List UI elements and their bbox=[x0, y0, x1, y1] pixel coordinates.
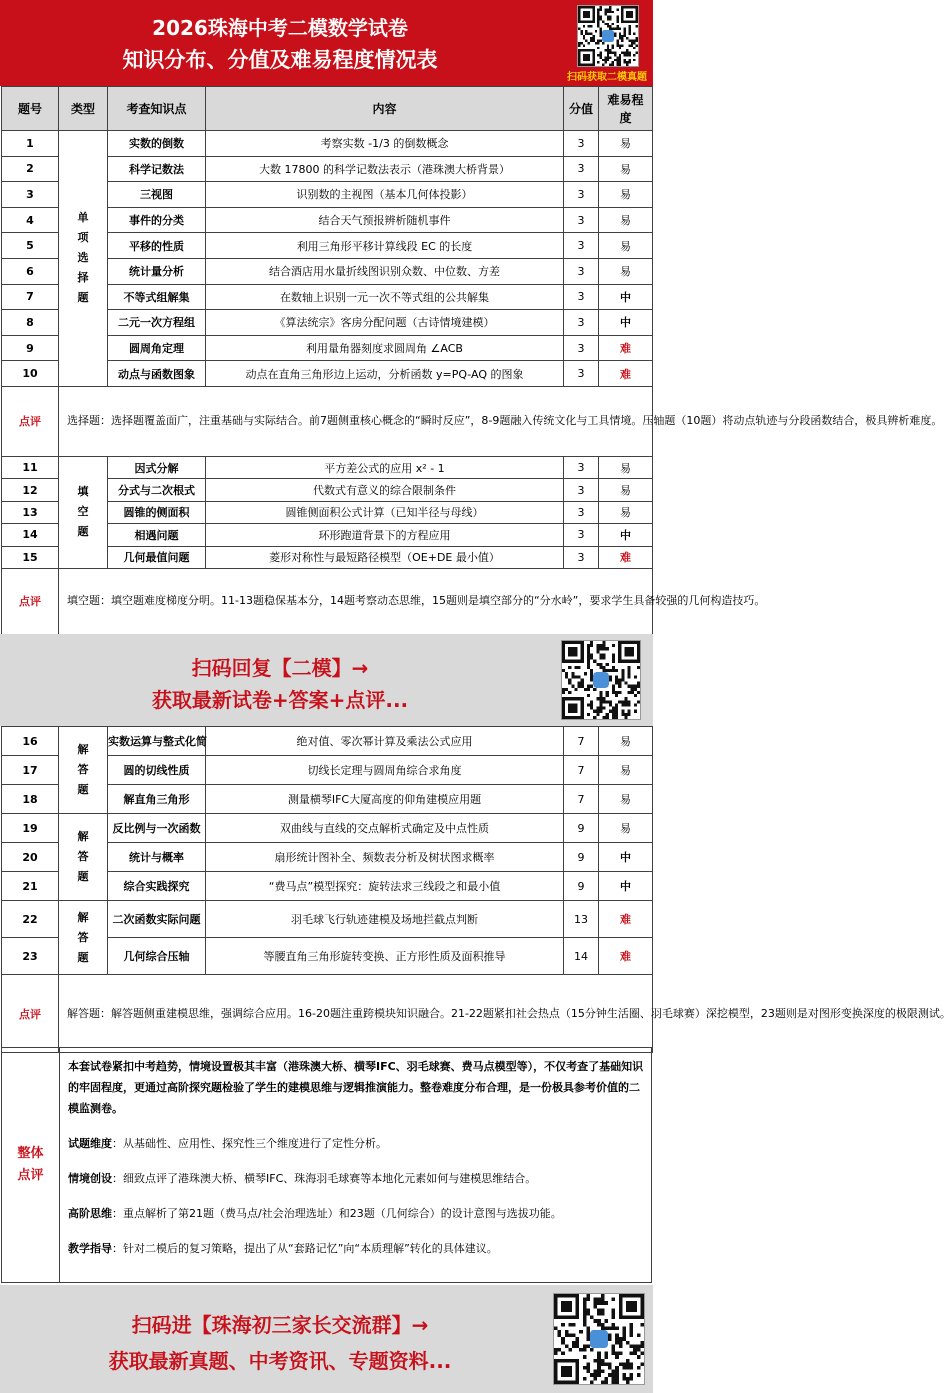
question-number: 7 bbox=[2, 284, 59, 310]
item-head: 试题维度 bbox=[68, 1137, 112, 1150]
category-char: 空 bbox=[77, 505, 89, 519]
question-score: 3 bbox=[564, 233, 599, 259]
question-score: 3 bbox=[564, 456, 599, 478]
difficulty-level: 易 bbox=[599, 756, 653, 785]
knowledge-table-part1 bbox=[1, 86, 943, 635]
difficulty-level: 中 bbox=[599, 310, 653, 336]
knowledge-point: 反比例与一次函数 bbox=[108, 814, 206, 843]
question-score: 3 bbox=[564, 501, 599, 523]
header-difficulty: 难易程度 bbox=[599, 87, 653, 131]
difficulty-level: 易 bbox=[599, 727, 653, 756]
difficulty-level: 难 bbox=[599, 361, 653, 387]
page-header bbox=[0, 0, 653, 86]
knowledge-point: 综合实践探究 bbox=[108, 872, 206, 901]
question-number: 11 bbox=[2, 456, 59, 478]
table-row bbox=[2, 727, 653, 756]
category-cell bbox=[59, 814, 108, 901]
category-char: 答 bbox=[77, 850, 89, 863]
question-score: 3 bbox=[564, 361, 599, 387]
question-number: 3 bbox=[2, 182, 59, 208]
knowledge-point: 几何综合压轴 bbox=[108, 938, 206, 975]
category-cell bbox=[59, 131, 108, 387]
category-char: 单 bbox=[77, 211, 89, 225]
table-header-row bbox=[2, 87, 653, 131]
promo-banner-1-line2: 获取最新试卷+答案+点评... bbox=[151, 688, 409, 712]
question-content: 考察实数 -1/3 的倒数概念 bbox=[206, 131, 564, 157]
overall-review-item bbox=[68, 1203, 644, 1224]
promo-banner-1[interactable] bbox=[0, 634, 653, 726]
category-char: 解 bbox=[77, 743, 89, 756]
question-content: 绝对值、零次幂计算及乘法公式应用 bbox=[206, 727, 564, 756]
question-content: “费马点”模型探究：旋转法求三线段之和最小值 bbox=[206, 872, 564, 901]
category-cell bbox=[59, 727, 108, 814]
question-score: 9 bbox=[564, 843, 599, 872]
question-number: 23 bbox=[2, 938, 59, 975]
knowledge-point: 二元一次方程组 bbox=[108, 310, 206, 336]
category-char: 题 bbox=[77, 950, 89, 964]
overall-review-body bbox=[68, 1056, 644, 1273]
question-score: 3 bbox=[564, 310, 599, 336]
category-char: 解 bbox=[77, 910, 89, 924]
category-char: 答 bbox=[77, 763, 89, 776]
question-number: 17 bbox=[2, 756, 59, 785]
question-content: 平方差公式的应用 x² - 1 bbox=[206, 456, 564, 478]
knowledge-point: 圆周角定理 bbox=[108, 335, 206, 361]
question-number: 2 bbox=[2, 156, 59, 182]
question-content: 《算法统宗》客房分配问题（古诗情境建模） bbox=[206, 310, 564, 336]
knowledge-point: 因式分解 bbox=[108, 456, 206, 478]
difficulty-level: 难 bbox=[599, 335, 653, 361]
table-row bbox=[2, 131, 653, 157]
promo-banner-1-line1: 扫码回复【二模】→ bbox=[191, 656, 369, 680]
question-content: 切线长定理与圆周角综合求角度 bbox=[206, 756, 564, 785]
difficulty-level: 易 bbox=[599, 456, 653, 478]
overall-review-label-line2: 点评 bbox=[17, 1168, 44, 1183]
question-score: 9 bbox=[564, 872, 599, 901]
header-score: 分值 bbox=[564, 87, 599, 131]
question-score: 7 bbox=[564, 756, 599, 785]
question-score: 13 bbox=[564, 901, 599, 938]
knowledge-point: 平移的性质 bbox=[108, 233, 206, 259]
comment-row bbox=[2, 975, 653, 1053]
question-number: 8 bbox=[2, 310, 59, 336]
item-head: 情境创设 bbox=[68, 1172, 112, 1185]
question-number: 5 bbox=[2, 233, 59, 259]
question-number: 14 bbox=[2, 524, 59, 546]
question-number: 13 bbox=[2, 501, 59, 523]
page-subtitle: 知识分布、分值及难易程度情况表 bbox=[122, 48, 438, 72]
knowledge-point: 相遇问题 bbox=[108, 524, 206, 546]
question-content: 识别数的主视图（基本几何体投影） bbox=[206, 182, 564, 208]
promo-banner-2-line2: 获取最新真题、中考资讯、专题资料... bbox=[108, 1349, 452, 1373]
knowledge-table-part2 bbox=[1, 726, 951, 1053]
category-cell bbox=[59, 456, 108, 568]
qr-code-icon[interactable] bbox=[553, 1293, 645, 1385]
question-score: 3 bbox=[564, 524, 599, 546]
knowledge-point: 统计与概率 bbox=[108, 843, 206, 872]
question-score: 7 bbox=[564, 785, 599, 814]
comment-label: 点评 bbox=[2, 568, 59, 634]
question-number: 16 bbox=[2, 727, 59, 756]
table-row bbox=[2, 456, 653, 478]
question-number: 15 bbox=[2, 546, 59, 568]
question-content: 代数式有意义的综合限制条件 bbox=[206, 479, 564, 501]
question-number: 1 bbox=[2, 131, 59, 157]
knowledge-point: 科学记数法 bbox=[108, 156, 206, 182]
knowledge-point: 解直角三角形 bbox=[108, 785, 206, 814]
difficulty-level: 中 bbox=[599, 843, 653, 872]
question-content: 环形跑道背景下的方程应用 bbox=[206, 524, 564, 546]
qr-code-icon[interactable] bbox=[577, 5, 639, 67]
category-char: 题 bbox=[77, 783, 89, 796]
item-head: 高阶思维 bbox=[68, 1207, 112, 1220]
page-title: 2026珠海中考二模数学试卷 bbox=[152, 16, 408, 40]
question-number: 22 bbox=[2, 901, 59, 938]
question-content: 双曲线与直线的交点解析式确定及中点性质 bbox=[206, 814, 564, 843]
item-text: ：从基础性、应用性、探究性三个维度进行了定性分析。 bbox=[112, 1137, 387, 1150]
question-content: 利用三角形平移计算线段 EC 的长度 bbox=[206, 233, 564, 259]
question-score: 3 bbox=[564, 156, 599, 182]
item-text: ：重点解析了第21题（费马点/社会治理选址）和23题（几何综合）的设计意图与选拔功能。 bbox=[112, 1207, 562, 1220]
question-content: 结合酒店用水量折线图识别众数、中位数、方差 bbox=[206, 258, 564, 284]
question-score: 3 bbox=[564, 131, 599, 157]
knowledge-point: 三视图 bbox=[108, 182, 206, 208]
question-score: 3 bbox=[564, 258, 599, 284]
overall-review-item bbox=[68, 1168, 644, 1189]
question-number: 19 bbox=[2, 814, 59, 843]
difficulty-level: 易 bbox=[599, 156, 653, 182]
question-content: 扇形统计图补全、频数表分析及树状图求概率 bbox=[206, 843, 564, 872]
question-number: 4 bbox=[2, 207, 59, 233]
item-head: 教学指导 bbox=[68, 1242, 112, 1255]
category-char: 题 bbox=[77, 870, 89, 883]
difficulty-level: 难 bbox=[599, 938, 653, 975]
difficulty-level: 易 bbox=[599, 814, 653, 843]
category-char: 解 bbox=[77, 830, 89, 843]
category-char: 题 bbox=[77, 291, 89, 305]
question-content: 圆锥侧面积公式计算（已知半径与母线） bbox=[206, 501, 564, 523]
header-type: 类型 bbox=[59, 87, 108, 131]
question-score: 3 bbox=[564, 546, 599, 568]
table-row bbox=[2, 814, 653, 843]
difficulty-level: 易 bbox=[599, 233, 653, 259]
knowledge-point: 事件的分类 bbox=[108, 207, 206, 233]
question-number: 18 bbox=[2, 785, 59, 814]
category-char: 选 bbox=[77, 251, 89, 265]
promo-banner-2-line1: 扫码进【珠海初三家长交流群】→ bbox=[131, 1313, 429, 1337]
item-text: ：细致点评了港珠澳大桥、横琴IFC、珠海羽毛球赛等本地化元素如何与建模思维结合。 bbox=[112, 1172, 537, 1185]
category-char: 择 bbox=[77, 271, 89, 285]
difficulty-level: 易 bbox=[599, 258, 653, 284]
knowledge-point: 统计量分析 bbox=[108, 258, 206, 284]
question-score: 3 bbox=[564, 207, 599, 233]
overall-review-intro: 本套试卷紧扣中考趋势，情境设置极其丰富（港珠澳大桥、横琴IFC、羽毛球赛、费马点模型等），不仅考查了基础知识的牢固程度，更通过高阶探究题检验了学生的建模思维与逻辑推演能力。整卷难度分布合理，是一份极具参考价值的二模监测卷。 bbox=[68, 1060, 644, 1115]
difficulty-level: 难 bbox=[599, 546, 653, 568]
question-score: 3 bbox=[564, 335, 599, 361]
category-char: 项 bbox=[77, 231, 89, 245]
comment-label: 点评 bbox=[2, 975, 59, 1053]
overall-review bbox=[1, 1047, 652, 1283]
table-row bbox=[2, 901, 653, 938]
knowledge-point: 动点与函数图象 bbox=[108, 361, 206, 387]
header-number: 题号 bbox=[2, 87, 59, 131]
difficulty-level: 中 bbox=[599, 284, 653, 310]
category-char: 填 bbox=[77, 485, 89, 499]
difficulty-level: 易 bbox=[599, 501, 653, 523]
question-score: 3 bbox=[564, 284, 599, 310]
promo-banner-2[interactable] bbox=[0, 1285, 653, 1393]
question-number: 10 bbox=[2, 361, 59, 387]
knowledge-point: 不等式组解集 bbox=[108, 284, 206, 310]
overall-review-item bbox=[68, 1238, 644, 1259]
difficulty-level: 易 bbox=[599, 785, 653, 814]
difficulty-level: 难 bbox=[599, 901, 653, 938]
knowledge-point: 二次函数实际问题 bbox=[108, 901, 206, 938]
question-number: 12 bbox=[2, 479, 59, 501]
difficulty-level: 易 bbox=[599, 131, 653, 157]
question-score: 3 bbox=[564, 479, 599, 501]
question-score: 3 bbox=[564, 182, 599, 208]
knowledge-point: 圆的切线性质 bbox=[108, 756, 206, 785]
overall-review-item bbox=[68, 1133, 644, 1154]
question-content: 动点在直角三角形边上运动，分析函数 y=PQ-AQ 的图象 bbox=[206, 361, 564, 387]
question-content: 羽毛球飞行轨迹建模及场地拦截点判断 bbox=[206, 901, 564, 938]
knowledge-point: 实数的倒数 bbox=[108, 131, 206, 157]
question-number: 6 bbox=[2, 258, 59, 284]
category-char: 答 bbox=[77, 930, 89, 944]
header-content: 内容 bbox=[206, 87, 564, 131]
overall-review-label-line1: 整体 bbox=[17, 1146, 44, 1161]
question-content: 等腰直角三角形旋转变换、正方形性质及面积推导 bbox=[206, 938, 564, 975]
category-char: 题 bbox=[77, 525, 89, 539]
knowledge-point: 实数运算与整式化简 bbox=[108, 727, 206, 756]
comment-text: 填空题：填空题难度梯度分明。11-13题稳保基本分，14题考察动态思维，15题则是填空部分的“分水岭”，要求学生具备较强的几何构造技巧。 bbox=[59, 568, 653, 634]
difficulty-level: 易 bbox=[599, 479, 653, 501]
question-score: 9 bbox=[564, 814, 599, 843]
question-number: 9 bbox=[2, 335, 59, 361]
question-score: 7 bbox=[564, 727, 599, 756]
question-number: 21 bbox=[2, 872, 59, 901]
overall-review-label bbox=[2, 1048, 60, 1282]
question-content: 大数 17800 的科学记数法表示（港珠澳大桥背景） bbox=[206, 156, 564, 182]
difficulty-level: 易 bbox=[599, 182, 653, 208]
comment-row bbox=[2, 386, 653, 456]
qr-caption: 扫码获取二模真题 bbox=[567, 72, 647, 83]
knowledge-point: 分式与二次根式 bbox=[108, 479, 206, 501]
difficulty-level: 易 bbox=[599, 207, 653, 233]
category-cell bbox=[59, 901, 108, 975]
comment-label: 点评 bbox=[2, 386, 59, 456]
comment-row bbox=[2, 568, 653, 634]
qr-code-icon[interactable] bbox=[561, 640, 641, 720]
header-knowledge-point: 考查知识点 bbox=[108, 87, 206, 131]
question-content: 结合天气预报辨析随机事件 bbox=[206, 207, 564, 233]
comment-text: 选择题：选择题覆盖面广，注重基础与实际结合。前7题侧重核心概念的“瞬时反应”，8-9题融入传统文化与工具情境。压轴题（10题）将动点轨迹与分段函数结合，极具辨析难度。 bbox=[59, 386, 653, 456]
item-text: ：针对二模后的复习策略，提出了从“套路记忆”向“本质理解”转化的具体建议。 bbox=[112, 1242, 498, 1255]
knowledge-point: 几何最值问题 bbox=[108, 546, 206, 568]
question-content: 菱形对称性与最短路径模型（OE+DE 最小值） bbox=[206, 546, 564, 568]
question-number: 20 bbox=[2, 843, 59, 872]
comment-text: 解答题：解答题侧重建模思维，强调综合应用。16-20题注重跨模块知识融合。21-22题紧扣社会热点（15分钟生活圈、羽毛球赛）深挖模型，23题则是对图形变换深度的极限测试。 bbox=[59, 975, 653, 1053]
difficulty-level: 中 bbox=[599, 872, 653, 901]
difficulty-level: 中 bbox=[599, 524, 653, 546]
question-score: 14 bbox=[564, 938, 599, 975]
question-content: 在数轴上识别一元一次不等式组的公共解集 bbox=[206, 284, 564, 310]
question-content: 利用量角器刻度求圆周角 ∠ACB bbox=[206, 335, 564, 361]
knowledge-point: 圆锥的侧面积 bbox=[108, 501, 206, 523]
question-content: 测量横琴IFC大厦高度的仰角建模应用题 bbox=[206, 785, 564, 814]
